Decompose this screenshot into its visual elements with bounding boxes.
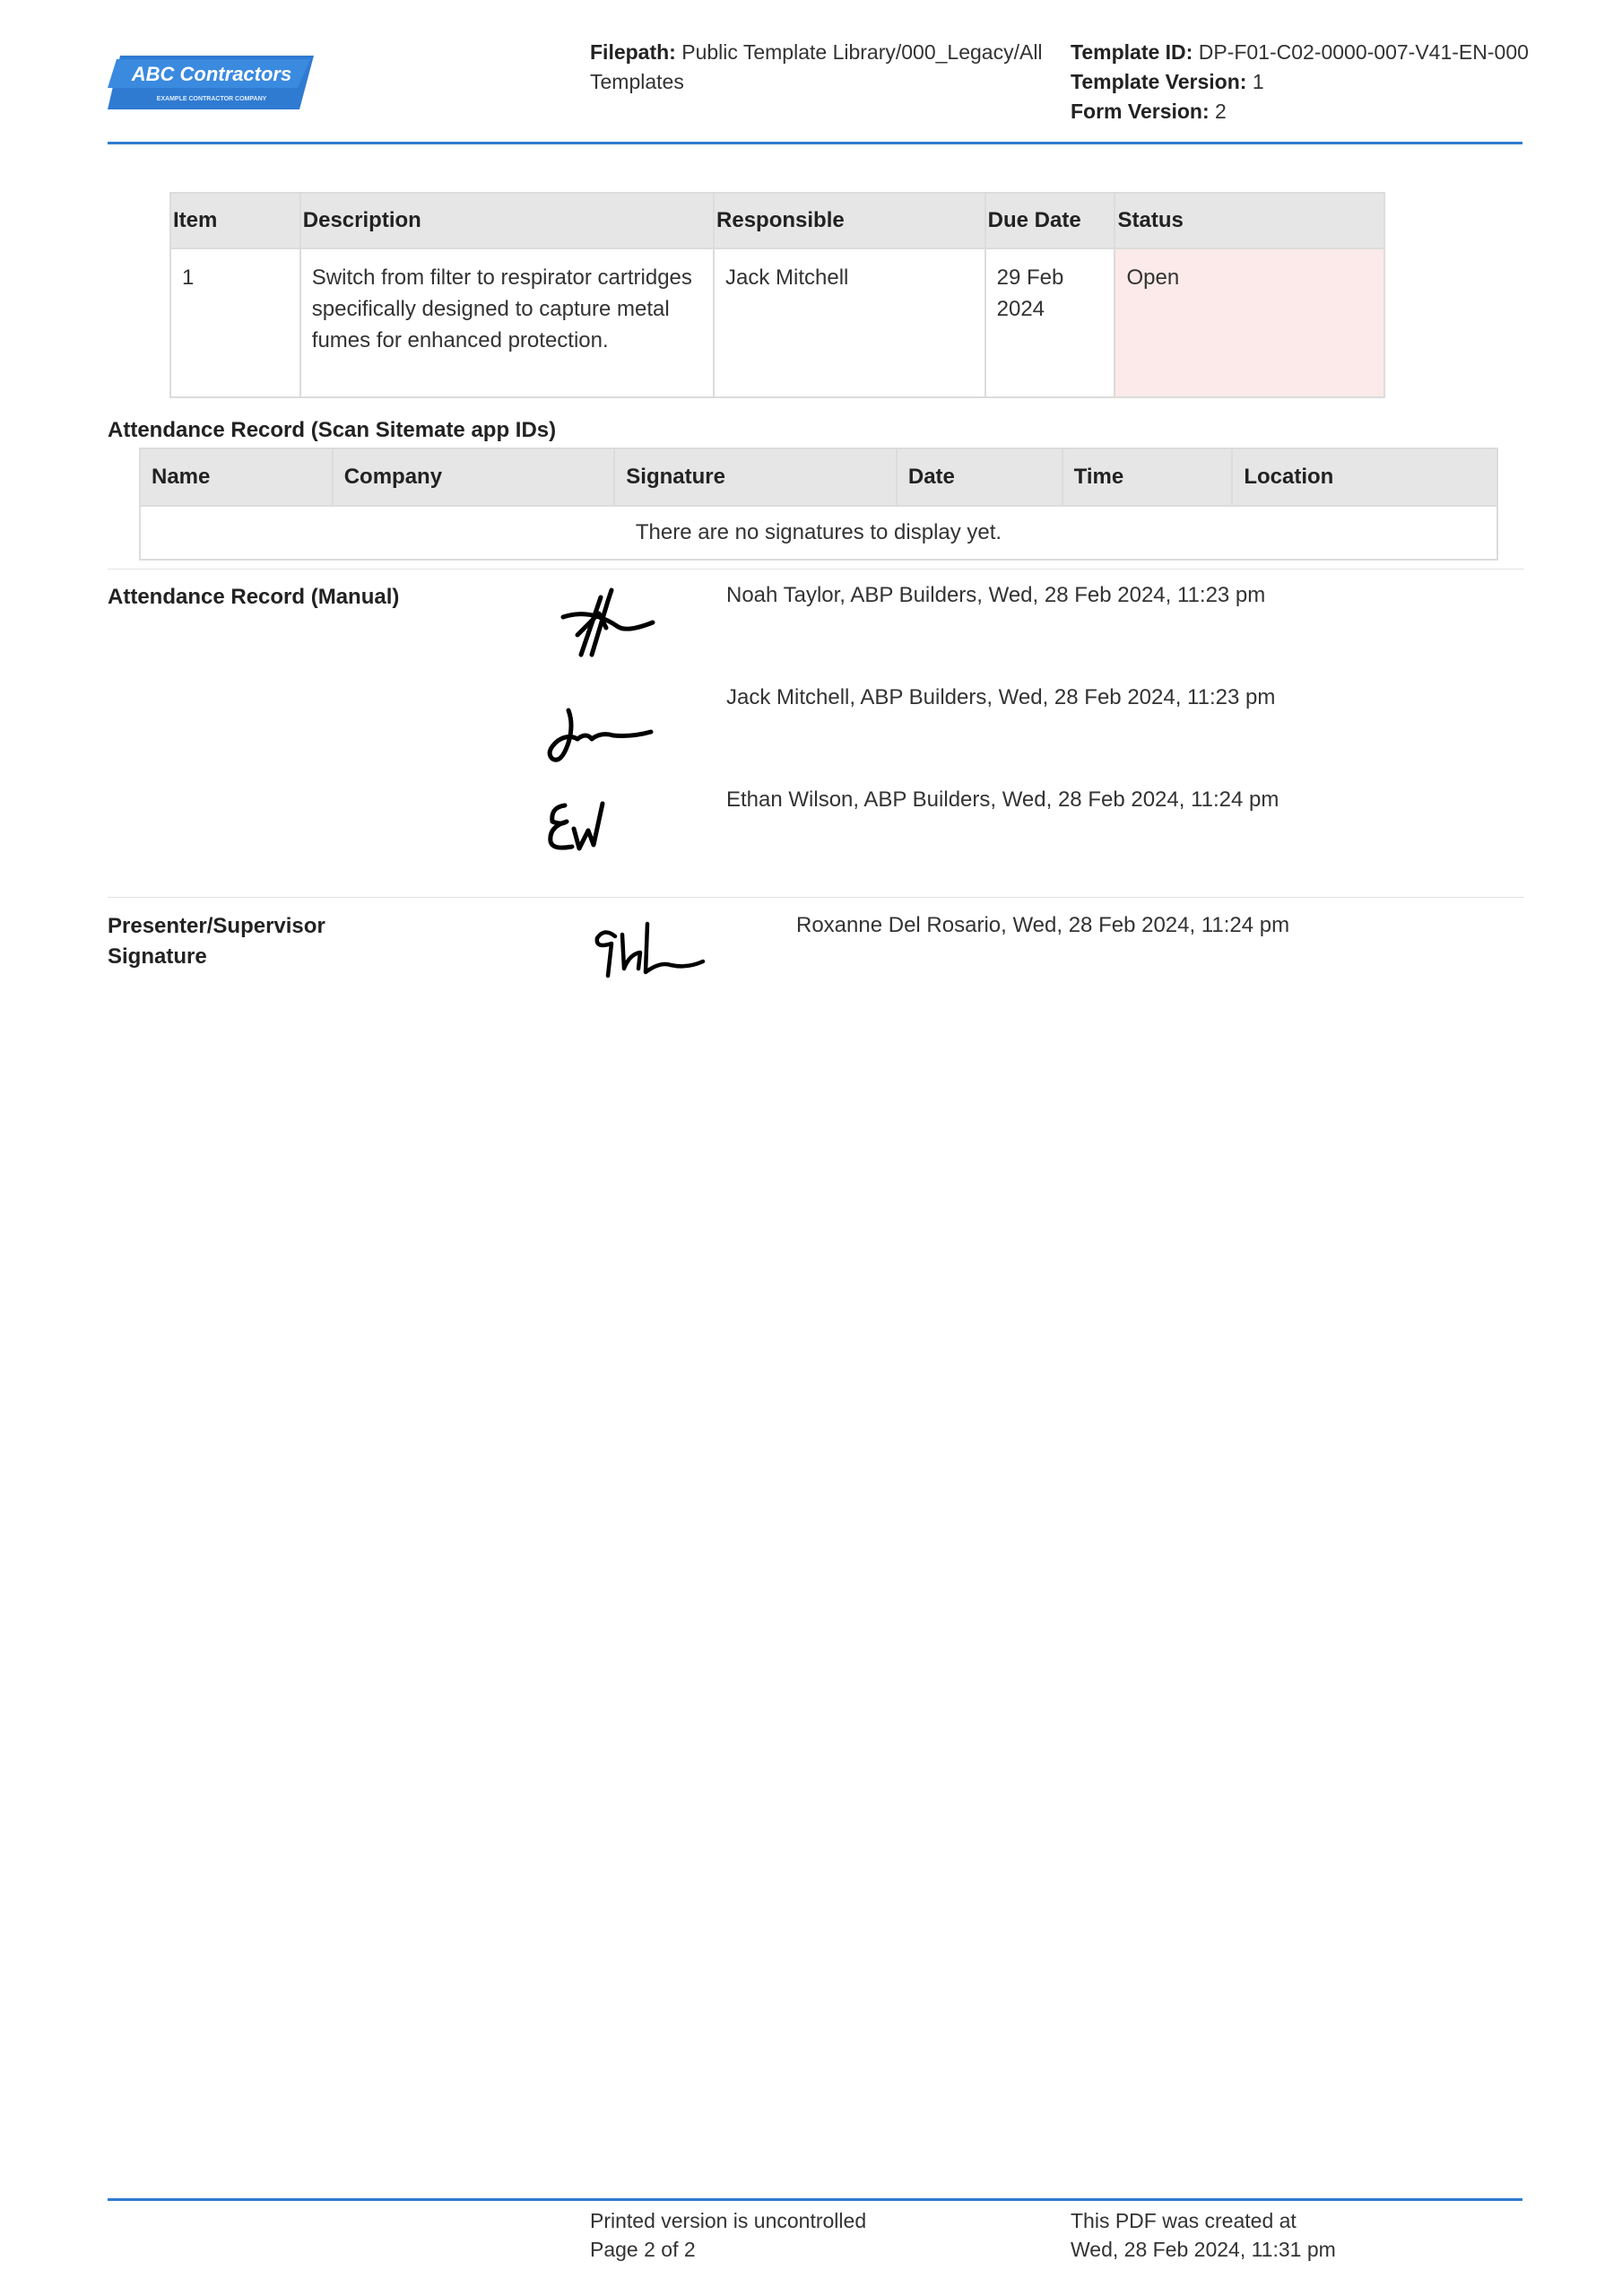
col-company: Company	[333, 448, 615, 506]
attendance-entry-1: Noah Taylor, ABP Builders, Wed, 28 Feb 2024, 11:23 pm	[726, 583, 1266, 607]
col-location: Location	[1232, 448, 1497, 506]
attendance-entry-2: Jack Mitchell, ABP Builders, Wed, 28 Feb 2024, 11:23 pm	[726, 685, 1276, 709]
svg-text:ABC Contractors: ABC Contractors	[131, 63, 292, 85]
actions-header-row	[170, 193, 1384, 248]
col-time: Time	[1063, 448, 1233, 506]
header-rule	[108, 142, 1522, 144]
attendance-header-row	[140, 448, 1497, 506]
attendance-manual-title: Attendance Record (Manual)	[108, 585, 400, 609]
col-status: Status	[1115, 193, 1384, 248]
template-meta-block: Template ID: DP-F01-C02-0000-007-V41-EN-000 Template Version: 1 Form Version: 2	[1071, 40, 1529, 123]
col-name: Name	[140, 448, 333, 506]
footer-right-block: This PDF was created at Wed, 28 Feb 2024, 11:31 pm	[1071, 2209, 1336, 2261]
signature-image-ethan	[542, 795, 622, 864]
actions-table	[169, 192, 1385, 398]
signature-image-presenter	[588, 918, 714, 986]
cell-responsible: Jack Mitchell	[714, 248, 985, 397]
cell-item: 1	[170, 248, 300, 397]
section-divider	[108, 897, 1524, 898]
col-due-date: Due Date	[985, 193, 1115, 248]
filepath-block: Filepath: Public Template Library/000_Legacy/All Templates	[590, 40, 1043, 93]
attendance-scan-table	[139, 448, 1498, 561]
svg-text:EXAMPLE CONTRACTOR COMPANY: EXAMPLE CONTRACTOR COMPANY	[156, 96, 267, 102]
table-row	[170, 248, 1384, 397]
col-signature: Signature	[614, 448, 897, 506]
presenter-title: Presenter/Supervisor Signature	[108, 914, 325, 969]
cell-due-date: 29 Feb 2024	[985, 248, 1115, 397]
signature-image-noah	[554, 581, 662, 666]
empty-message: There are no signatures to display yet.	[140, 506, 1497, 560]
presenter-entry: Roxanne Del Rosario, Wed, 28 Feb 2024, 11:24 pm	[796, 913, 1290, 937]
page-number: Page 2 of 2	[590, 2238, 696, 2261]
col-description: Description	[300, 193, 714, 248]
company-logo	[108, 52, 316, 113]
col-date: Date	[897, 448, 1063, 506]
attendance-scan-title: Attendance Record (Scan Sitemate app IDs)	[108, 418, 557, 442]
col-item: Item	[170, 193, 300, 248]
section-divider	[108, 569, 1524, 570]
cell-description: Switch from filter to respirator cartridges specifically designed to capture metal fumes for enhanced protection.	[300, 248, 714, 397]
status-badge: Open	[1115, 248, 1384, 397]
table-row-empty	[140, 506, 1497, 560]
footer-rule	[108, 2198, 1522, 2201]
attendance-entry-3: Ethan Wilson, ABP Builders, Wed, 28 Feb 2024, 11:24 pm	[726, 787, 1279, 812]
footer-left-block: Printed version is uncontrolled Page 2 of 2	[590, 2206, 866, 2264]
col-responsible: Responsible	[714, 193, 985, 248]
signature-image-jack	[542, 700, 658, 776]
